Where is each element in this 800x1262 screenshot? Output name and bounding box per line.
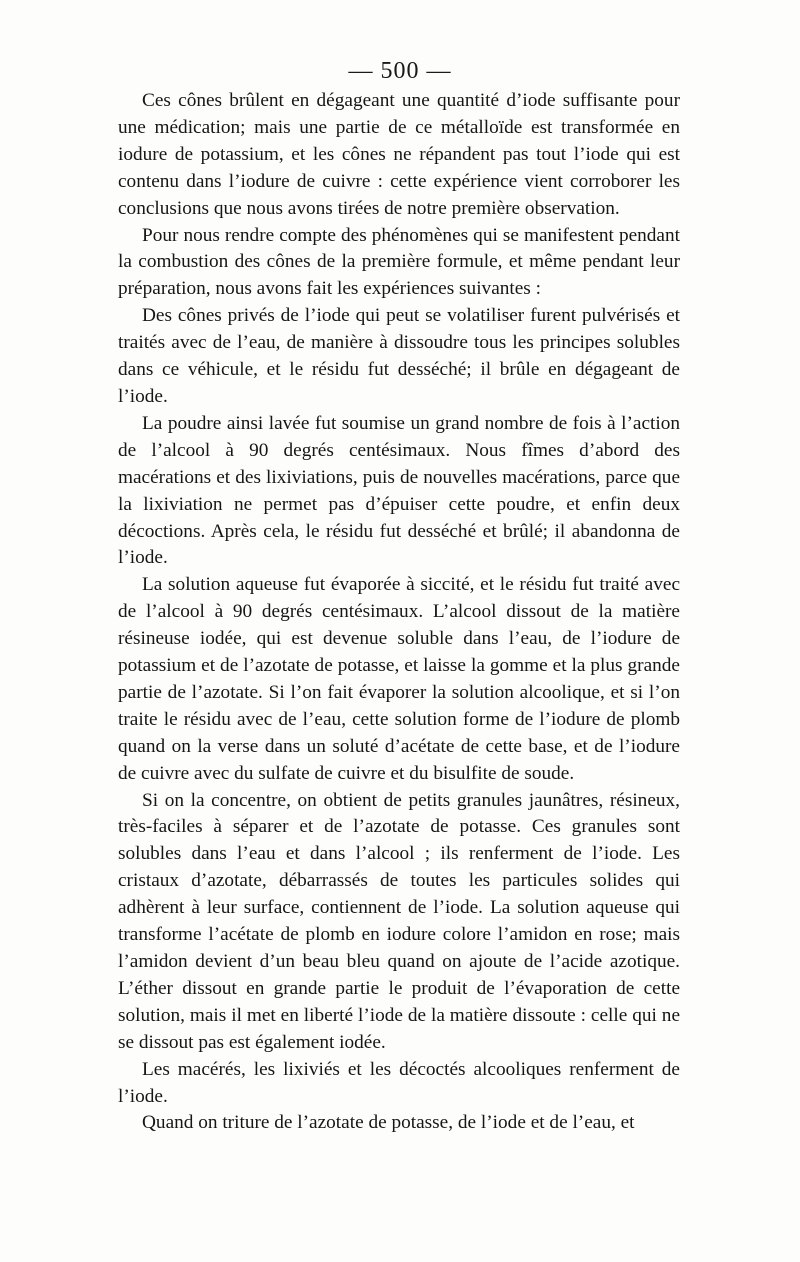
body-text — [118, 88, 680, 1137]
paragraph-8: Quand on triture de l’azotate de potasse, de l’iode et de l’eau, et — [142, 1112, 635, 1134]
paragraph-5: La solution aqueuse fut évaporée à siccité, et le résidu fut traité avec de l’alcool à 90 degrés centésimaux. L’alcool dissout de la matière résineuse iodée, qui est devenue soluble dans l’eau, de l’iodure de potassium et de l’azotate de potasse, et laisse la gomme et la plus grande partie de l’azotate. Si l’on fait évaporer la solution alcoolique, et si l’on traite le résidu avec de l’eau, cette solution forme de l’iodure de plomb quand on la verse dans un soluté d’acétate de cette base, et de l’iodure de cuivre avec du sulfate de cuivre et du bisulfite de soude. — [118, 574, 680, 784]
paragraph-2: Pour nous rendre compte des phénomènes qui se manifestent pendant la combustion des cônes de la première formule, et même pendant leur préparation, nous avons fait les expériences suivantes : — [118, 224, 680, 300]
paragraph-4: La poudre ainsi lavée fut soumise un grand nombre de fois à l’action de l’alcool à 90 degrés centésimaux. Nous fîmes d’abord des macérations et des lixiviations, puis de nouvelles macérations, parce que la lixiviation ne permet pas d’épuiser cette poudre, et enfin deux décoctions. Après cela, le résidu fut desséché et brûlé; il abandonna de l’iode. — [118, 412, 680, 569]
paragraph-3: Des cônes privés de l’iode qui peut se volatiliser furent pulvérisés et traités avec de l’eau, de manière à dissoudre tous les principes solubles dans ce véhicule, et le résidu fut desséché; il brûle en dégageant de l’iode. — [118, 305, 680, 407]
page-number-header: — 500 — — [348, 58, 452, 84]
paragraph-1: Ces cônes brûlent en dégageant une quantité d’iode suffisante pour une médication; mais une partie de ce métalloïde est transformée en iodure de potassium, et les cônes ne répandent pas tout l’iode qui est contenu dans l’iodure de cuivre : cette expérience vient corroborer les conclusions que nous avons tirées de notre première observation. — [118, 90, 680, 219]
paragraph-7: Les macérés, les lixiviés et les décoctés alcooliques renferment de l’iode. — [118, 1058, 680, 1107]
paragraph-6: Si on la concentre, on obtient de petits granules jaunâtres, résineux, très-faciles à séparer et de l’azotate de potasse. Ces granules sont solubles dans l’eau et dans l’alcool ; ils renferment de l’iode. Les cristaux d’azotate, débarrassés de toutes les particules solides qui adhèrent à leur surface, contiennent de l’iode. La solution aqueuse qui transforme l’acétate de plomb en iodure colore l’amidon en rose; mais l’amidon devient d’un beau bleu quand on ajoute de l’acide azotique. L’éther dissout en grande partie le produit de l’évaporation de cette solution, mais il met en liberté l’iode de la matière dissoute : celle qui ne se dissout pas est également iodée. — [118, 789, 680, 1053]
